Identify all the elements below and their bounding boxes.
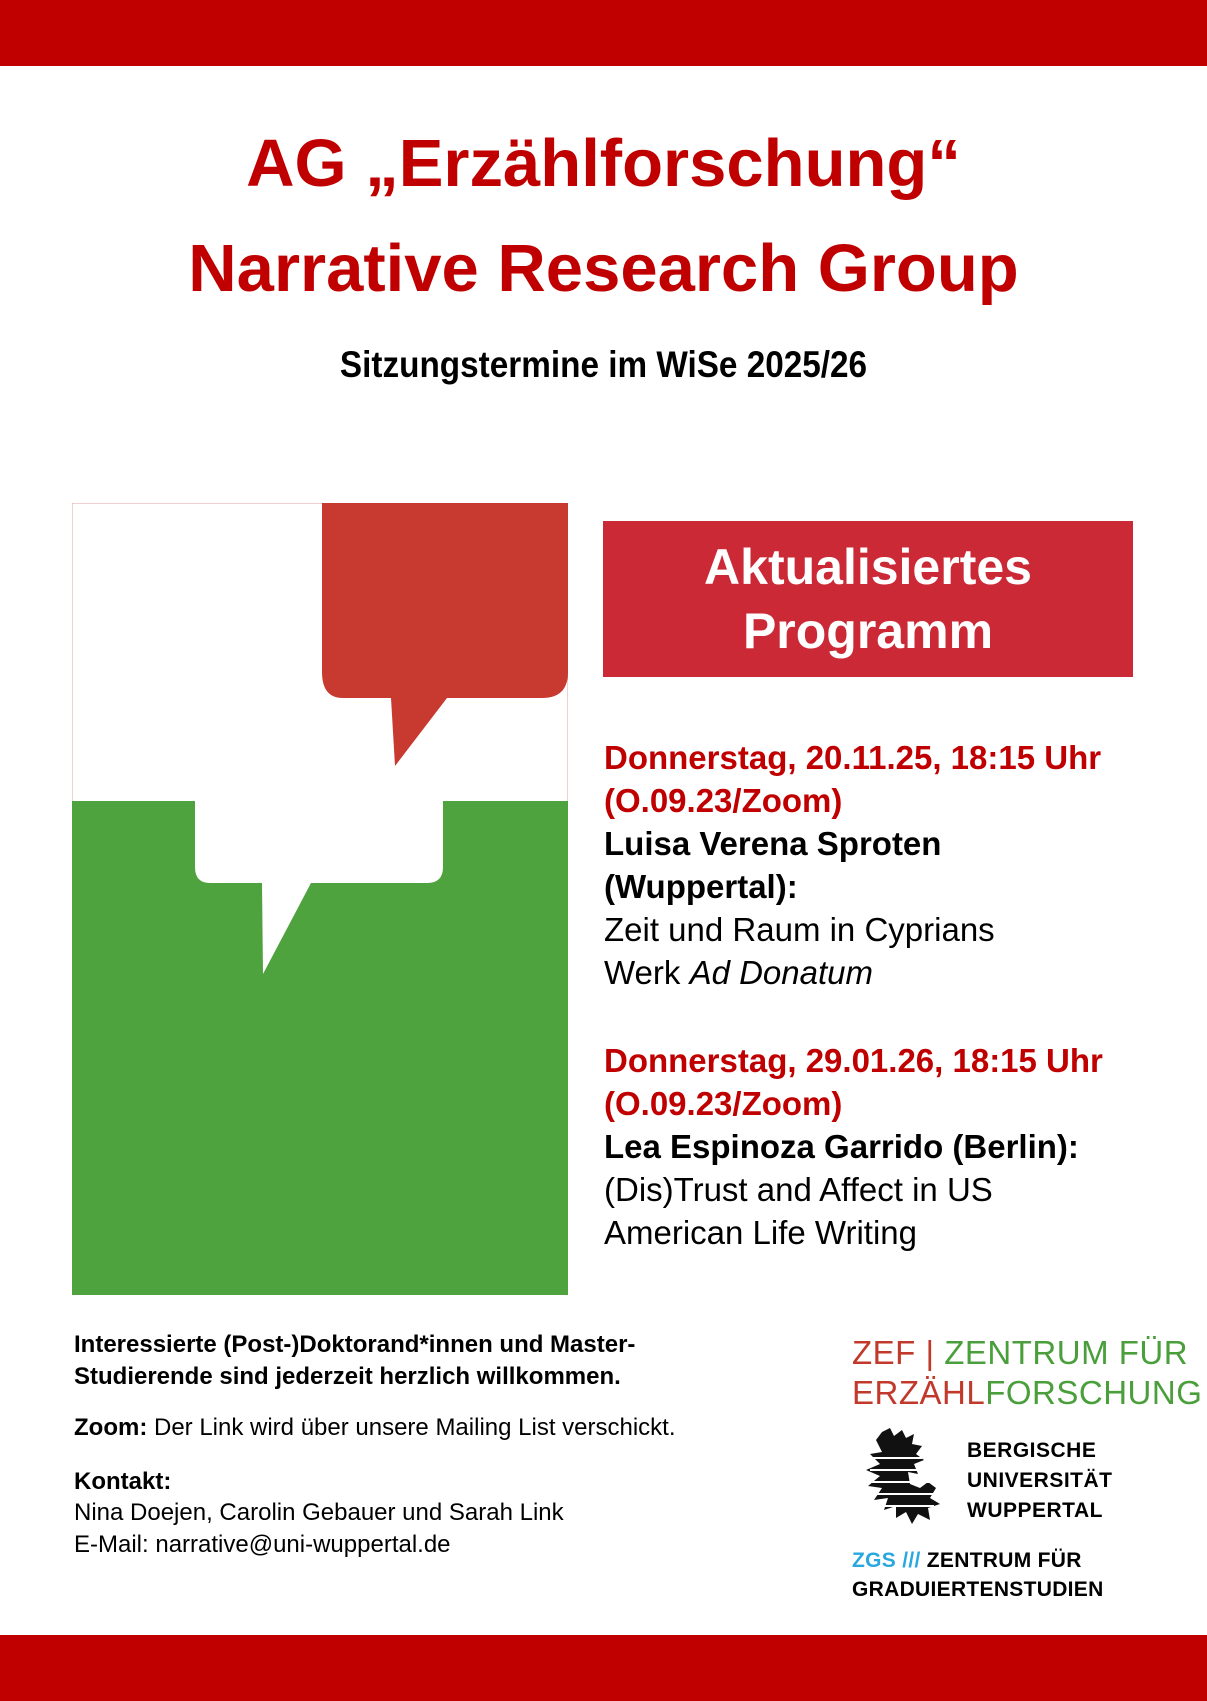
event-room: (O.09.23/Zoom): [604, 782, 843, 819]
event-talk-title: (Dis)Trust and Affect in US: [604, 1171, 993, 1208]
contact-label: Kontakt:: [74, 1468, 172, 1495]
zoom-text: Der Link wird über unsere Mailing List verschickt.: [147, 1414, 676, 1441]
footer-info: [74, 1329, 794, 1561]
event-talk-work-title: Ad Donatum: [689, 954, 873, 991]
top-red-band: [0, 0, 1207, 66]
lion-crest-icon: [852, 1428, 947, 1528]
zef-abbr: ZEF: [852, 1334, 916, 1371]
zoom-note: [74, 1413, 794, 1443]
zgs-line-2: GRADUIERTENSTUDIEN: [852, 1578, 1104, 1601]
event-talk-title-cont: [604, 951, 1204, 994]
page-title-en: Narrative Research Group: [188, 231, 1019, 306]
university-name: [967, 1436, 1113, 1526]
event-talk-prefix: Werk: [604, 954, 690, 991]
event-speaker: Luisa Verena Sproten: [604, 825, 942, 862]
zef-line-2-red: ERZÄHL: [852, 1374, 986, 1411]
university-line-2: UNIVERSITÄT: [967, 1469, 1113, 1492]
zef-logo-line-2: [852, 1373, 1203, 1413]
zgs-line-1-text: ZENTRUM FÜR: [926, 1549, 1082, 1572]
badge-line-1: Aktualisiertes: [704, 539, 1032, 595]
welcome-line-1: Interessierte (Post-)Doktorand*innen und Master-: [74, 1331, 636, 1358]
event-room: (O.09.23/Zoom): [604, 1085, 843, 1122]
event-date: Donnerstag, 20.11.25, 18:15 Uhr: [604, 739, 1102, 776]
university-line-3: WUPPERTAL: [967, 1499, 1103, 1522]
zef-line-1: ZENTRUM FÜR: [944, 1334, 1189, 1371]
page-title-de: AG „Erzählforschung“: [246, 126, 961, 201]
event-talk-title: Zeit und Raum in Cyprians: [604, 911, 995, 948]
event-item: [604, 736, 1204, 994]
speech-bubbles-icon: [72, 503, 568, 1295]
zgs-abbr: ZGS: [852, 1549, 897, 1572]
contact-email[interactable]: E-Mail: narrative@uni-wuppertal.de: [74, 1531, 451, 1558]
event-speaker: Lea Espinoza Garrido (Berlin):: [604, 1128, 1079, 1165]
page-subtitle: Sitzungstermine im WiSe 2025/26: [339, 344, 868, 385]
zoom-label: Zoom:: [74, 1414, 148, 1441]
zef-logo: [852, 1333, 1203, 1413]
bottom-red-band: [0, 1635, 1207, 1701]
zef-logo-line-1: [852, 1333, 1192, 1373]
zgs-slashes: ///: [902, 1549, 921, 1572]
zgs-line-1: [852, 1546, 1104, 1575]
zef-line-2-green: FORSCHUNG: [985, 1374, 1203, 1411]
zgs-logo: [852, 1546, 1104, 1604]
contact-names: Nina Doejen, Carolin Gebauer und Sarah Link: [74, 1499, 564, 1526]
welcome-note: [74, 1329, 794, 1393]
event-date: Donnerstag, 29.01.26, 18:15 Uhr: [604, 1042, 1103, 1079]
event-talk-title-cont: American Life Writing: [604, 1214, 918, 1251]
updated-program-badge: [603, 521, 1133, 677]
welcome-line-2: Studierende sind jederzeit herzlich willkommen.: [74, 1363, 621, 1390]
university-line-1: BERGISCHE: [967, 1439, 1097, 1462]
event-item: [604, 1039, 1204, 1254]
event-speaker-affiliation: (Wuppertal):: [604, 868, 798, 905]
badge-line-2: Programm: [742, 603, 994, 659]
zef-separator: |: [925, 1334, 935, 1371]
